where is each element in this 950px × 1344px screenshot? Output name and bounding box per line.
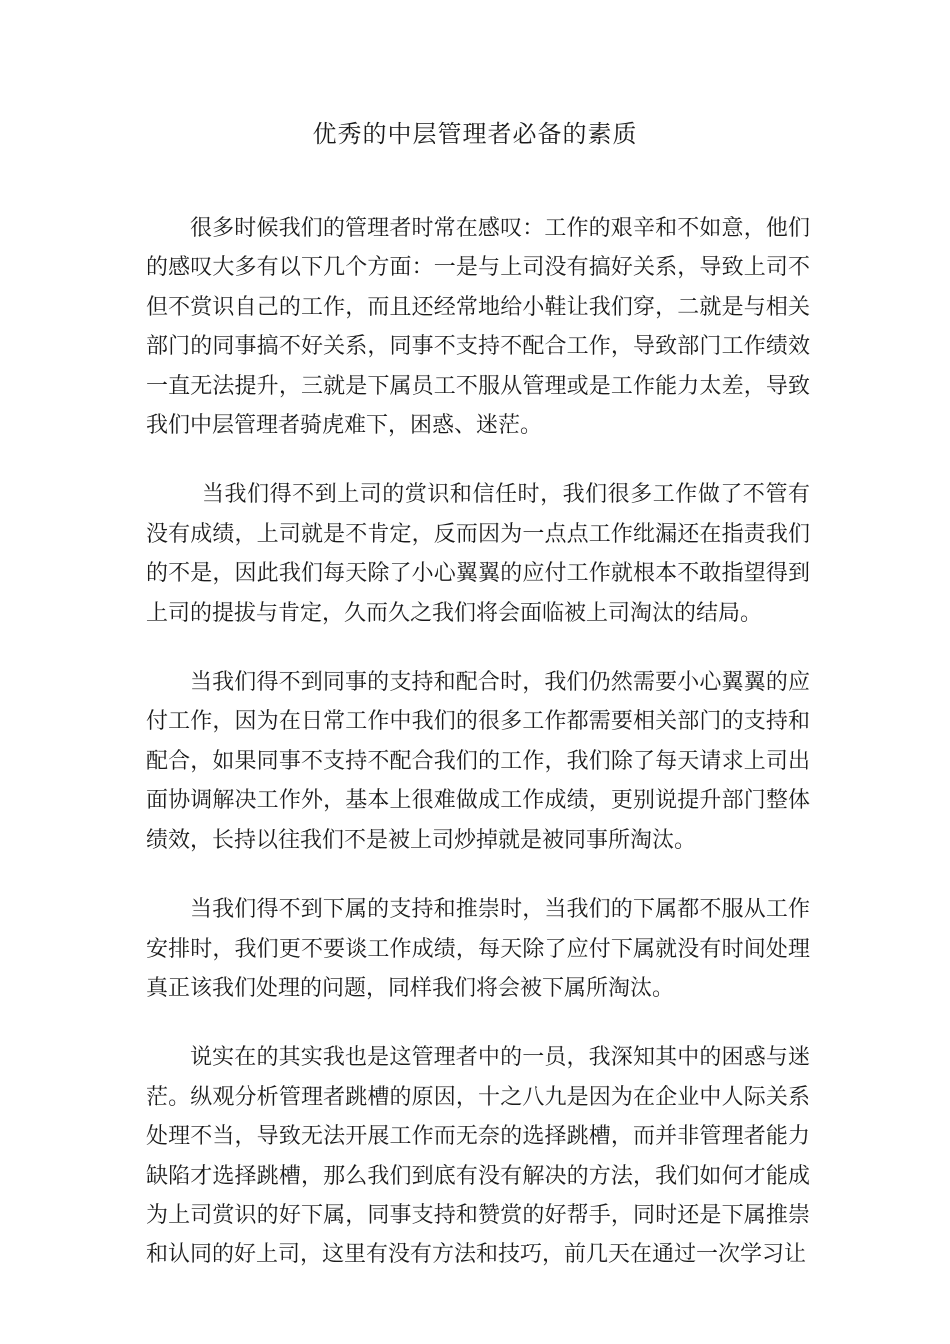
paragraph-1: 很多时候我们的管理者时常在感叹：工作的艰辛和不如意，他们的感叹大多有以下几个方面：一是与上司没有搞好关系，导致上司不但不赏识自己的工作，而且还经常地给小鞋让我们穿，二就是与相关部门的同事搞不好关系，同事不支持不配合工作，导致部门工作绩效一直无法提升，三就是下属员工不服从管理或是工作能力太差，导致我们中层管理者骑虎难下，困惑、迷茫。 [146,216,810,439]
paragraph-5: 说实在的其实我也是这管理者中的一员，我深知其中的困惑与迷茫。纵观分析管理者跳槽的原因，十之八九是因为在企业中人际关系处理不当，导致无法开展工作而无奈的选择跳槽，而并非管理者能力缺陷才选择跳槽，那么我们到底有没有解决的方法，我们如何才能成为上司赏识的好下属，同事支持和赞赏的好帮手，同时还是下属推崇和认同的好上司，这里有没有方法和技巧，前几天在通过一次学习让 [146,1045,810,1268]
paragraph-3: 当我们得不到同事的支持和配合时，我们仍然需要小心翼翼的应付工作，因为在日常工作中我们的很多工作都需要相关部门的支持和配合，如果同事不支持不配合我们的工作，我们除了每天请求上司出面协调解决工作外，基本上很难做成工作成绩，更别说提升部门整体绩效，长持以往我们不是被上司炒掉就是被同事所淘汰。 [146,670,810,853]
document-body [146,209,810,1305]
paragraph-2: 当我们得不到上司的赏识和信任时，我们很多工作做了不管有没有成绩，上司就是不肯定，反而因为一点点工作纰漏还在指责我们的不是，因此我们每天除了小心翼翼的应付工作就根本不敢指望得到上司的提拔与肯定，久而久之我们将会面临被上司淘汰的结局。 [146,482,810,626]
paragraph-4: 当我们得不到下属的支持和推崇时，当我们的下属都不服从工作安排时，我们更不要谈工作成绩，每天除了应付下属就没有时间处理真正该我们处理的问题，同样我们将会被下属所淘汰。 [146,897,810,1001]
document-title: 优秀的中层管理者必备的素质 [312,120,638,148]
